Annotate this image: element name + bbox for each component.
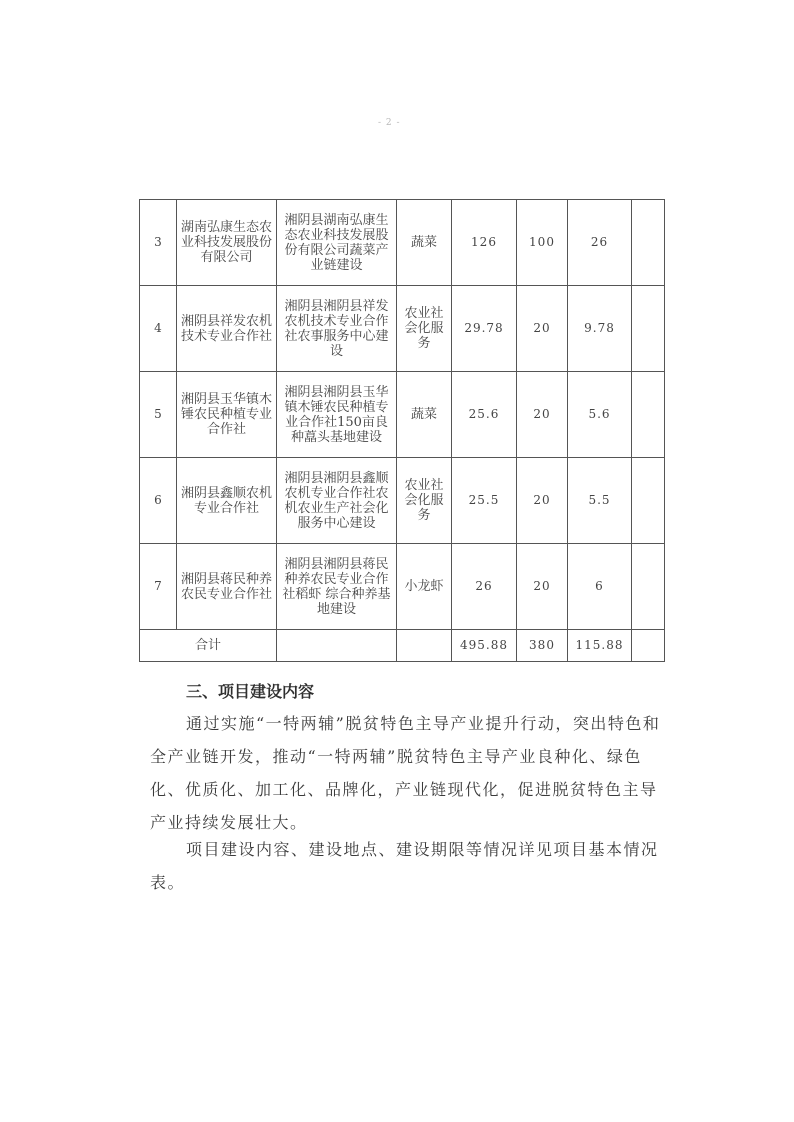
company-name: 湘阴县祥发农机技术专业合作社 <box>177 286 277 372</box>
total-investment: 29.78 <box>452 286 517 372</box>
paragraph: 项目建设内容、建设地点、建设期限等情况详见项目基本情况表。 <box>150 840 659 892</box>
empty-cell <box>632 372 665 458</box>
table-row <box>140 286 665 372</box>
self-raised: 9.78 <box>568 286 632 372</box>
fund-amount: 20 <box>517 286 568 372</box>
company-name: 湘阴县蒋民种养农民专业合作社 <box>177 544 277 630</box>
company-name: 湖南弘康生态农业科技发展股份有限公司 <box>177 200 277 286</box>
empty-cell <box>632 544 665 630</box>
project-table <box>139 199 665 662</box>
project-name: 湘阴县湘阴县蒋民种养农民专业合作社稻虾 综合种养基地建设 <box>277 544 397 630</box>
industry-type: 农业社会化服务 <box>397 286 452 372</box>
table-row <box>140 458 665 544</box>
total-label: 合计 <box>140 630 277 662</box>
total-investment-sum: 495.88 <box>452 630 517 662</box>
fund-amount: 100 <box>517 200 568 286</box>
row-number: 7 <box>140 544 177 630</box>
industry-type: 蔬菜 <box>397 372 452 458</box>
industry-type: 蔬菜 <box>397 200 452 286</box>
total-investment: 26 <box>452 544 517 630</box>
table-row <box>140 200 665 286</box>
paragraph: 通过实施“一特两辅”脱贫特色主导产业提升行动，突出特色和全产业链开发，推动“一特两辅”脱贫特色主导产业良种化、绿色化、优质化、加工化、品牌化，产业链现代化，促进脱贫特色主导产业持续发展壮大。 <box>150 714 661 832</box>
total-investment: 25.6 <box>452 372 517 458</box>
fund-amount: 20 <box>517 458 568 544</box>
table-total-row <box>140 630 665 662</box>
project-name: 湘阴县湖南弘康生态农业科技发展股份有限公司蔬菜产业链建设 <box>277 200 397 286</box>
row-number: 6 <box>140 458 177 544</box>
industry-type: 农业社会化服务 <box>397 458 452 544</box>
project-name: 湘阴县湘阴县玉华镇木锤农民种植专业合作社150亩良种藠头基地建设 <box>277 372 397 458</box>
self-raised: 5.5 <box>568 458 632 544</box>
empty-cell <box>632 630 665 662</box>
fund-amount-sum: 380 <box>517 630 568 662</box>
empty-cell <box>632 200 665 286</box>
company-name: 湘阴县鑫顺农机专业合作社 <box>177 458 277 544</box>
project-name: 湘阴县湘阴县鑫顺农机专业合作社农机农业生产社会化服务中心建设 <box>277 458 397 544</box>
row-number: 4 <box>140 286 177 372</box>
company-name: 湘阴县玉华镇木锤农民种植专业合作社 <box>177 372 277 458</box>
self-raised: 5.6 <box>568 372 632 458</box>
empty-cell <box>632 458 665 544</box>
fund-amount: 20 <box>517 544 568 630</box>
row-number: 5 <box>140 372 177 458</box>
fund-amount: 20 <box>517 372 568 458</box>
self-raised-sum: 115.88 <box>568 630 632 662</box>
table-row <box>140 372 665 458</box>
empty-cell <box>397 630 452 662</box>
page-number-mark: - 2 - <box>378 118 401 128</box>
self-raised: 6 <box>568 544 632 630</box>
empty-cell <box>277 630 397 662</box>
total-investment: 25.5 <box>452 458 517 544</box>
industry-type: 小龙虾 <box>397 544 452 630</box>
project-name: 湘阴县湘阴县祥发农机技术专业合作社农事服务中心建设 <box>277 286 397 372</box>
self-raised: 26 <box>568 200 632 286</box>
section-heading: 三、项目建设内容 <box>186 682 315 701</box>
empty-cell <box>632 286 665 372</box>
total-investment: 126 <box>452 200 517 286</box>
table-row <box>140 544 665 630</box>
row-number: 3 <box>140 200 177 286</box>
